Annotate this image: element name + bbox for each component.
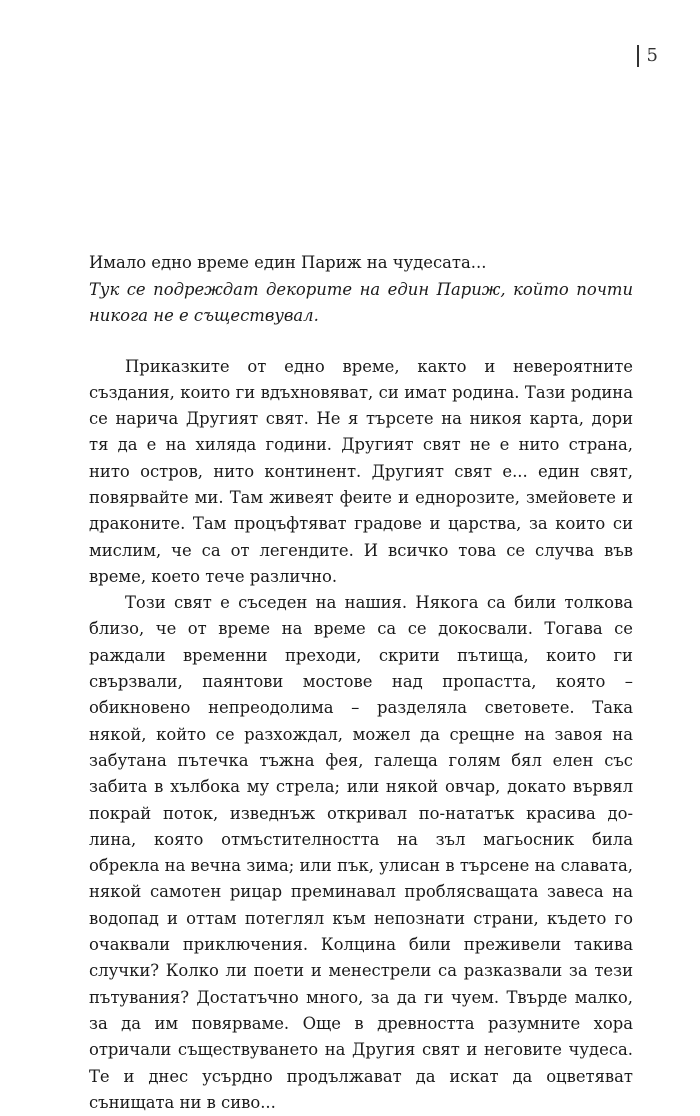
page-content [89,250,633,1116]
epigraph-intro: Имало едно време един Париж на чудесата... [89,250,633,277]
page-number-divider [637,45,639,67]
epigraph-italic: Тук се подреждат декорите на един Париж, който почти никога не е съществувал. [89,277,633,330]
paragraph: Приказките от едно време, както и невероятните създания, които ги вдъхновяват, си имат родина. Тази родина се нарича Другият свят. Не я търсете на никоя карта, дори тя да е на хиляда години. Другият свят не е нито страна, нито остров, нито континент. Другият свят е... един свят, повярвайте ми. Там живеят феите и еднорозите, змейовете и драконите. Там процъфтяват градове и царства, за които си мислим, че са от легендите. И всичко това се случва във време, което тече различно. [89,354,633,591]
body-text [89,354,633,1116]
paragraph: Този свят е съседен на нашия. Някога са били толкова близо, че от време на време са се докосвали. Тогава се раждали временни преходи, скрити пътища, които ги свързвали, паянтови мостове над пропастта, която – обикновено непреодолима – разделяла световете. Така някой, който се разхождал, можел да срещне на завоя на забутана пътечка тъжна фея, галеща голям бял елен със забита в хълбока му стрела; или някой овчар, докато вървял покрай поток, изведнъж откривал по-нататък красива долина, която отмъстителността на зъл магьосник била обрекла на вечна зима; или пък, улисан в търсене на славата, някой самотен рицар преминавал проблясващата завеса на водопад и оттам потеглял към непознати страни, където го очаквали приключения. Колцина били преживели такива случки? Колко ли поети и менестрели са разказвали за тези пътувания? Достатъчно много, за да ги чуем. Твърде малко, за да им повярваме. Още в древността разумните хора отричали съществуването на Другия свят и неговите чудеса. Те и днес усърдно продължават да искат да оцветяват сънищата ни в сиво... [89,590,633,1116]
epigraph [89,250,633,330]
page-number [637,44,658,68]
page-number-value: 5 [647,44,658,68]
